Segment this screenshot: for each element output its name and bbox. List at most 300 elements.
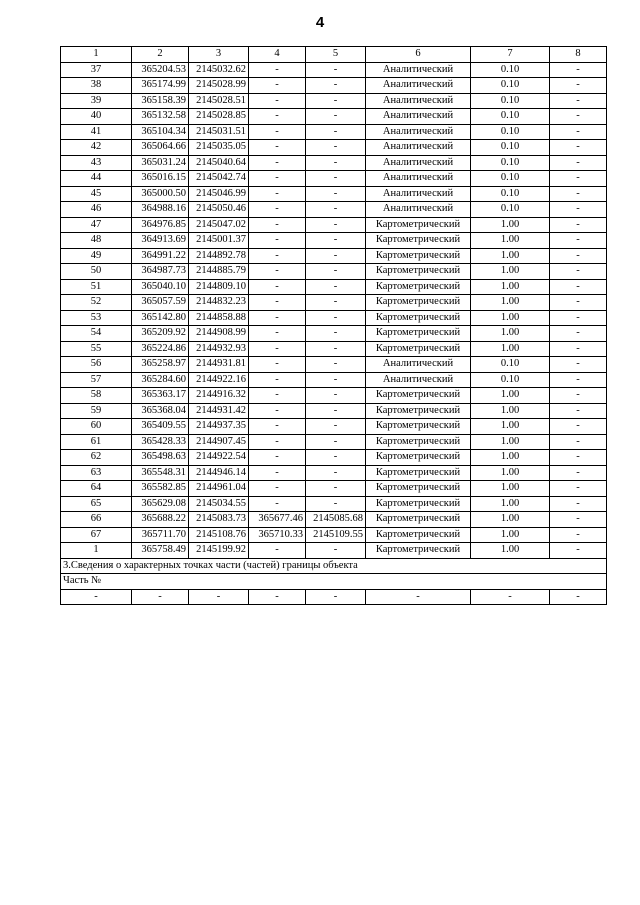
- column-header: 7: [471, 47, 550, 63]
- table-cell: 1.00: [471, 434, 550, 450]
- table-cell: Картометрический: [366, 341, 471, 357]
- table-cell: 2145032.62: [189, 62, 249, 78]
- table-cell: -: [249, 450, 306, 466]
- table-cell: 60: [61, 419, 132, 435]
- table-cell: Аналитический: [366, 171, 471, 187]
- table-cell: 0.10: [471, 93, 550, 109]
- table-cell: -: [249, 326, 306, 342]
- table-cell: Картометрический: [366, 295, 471, 311]
- table-cell: -: [550, 419, 607, 435]
- table-cell: -: [550, 496, 607, 512]
- table-cell: -: [366, 589, 471, 605]
- table-cell: 1.00: [471, 481, 550, 497]
- table-cell: 365016.15: [132, 171, 189, 187]
- table-row: [61, 527, 607, 543]
- table-cell: 2144907.45: [189, 434, 249, 450]
- table-cell: -: [306, 357, 366, 373]
- table-cell: -: [249, 357, 306, 373]
- table-cell: 63: [61, 465, 132, 481]
- table-cell: -: [550, 279, 607, 295]
- table-cell: -: [471, 589, 550, 605]
- table-cell: 1.00: [471, 419, 550, 435]
- table-cell: 365258.97: [132, 357, 189, 373]
- table-cell: Картометрический: [366, 465, 471, 481]
- table-cell: 365057.59: [132, 295, 189, 311]
- table-cell: -: [550, 341, 607, 357]
- table-cell: -: [249, 543, 306, 559]
- table-cell: 61: [61, 434, 132, 450]
- section-title-row: [61, 558, 607, 574]
- table-cell: Аналитический: [366, 155, 471, 171]
- table-cell: Картометрический: [366, 419, 471, 435]
- table-cell: Картометрический: [366, 264, 471, 280]
- table-cell: 2145028.85: [189, 109, 249, 125]
- table-cell: Аналитический: [366, 140, 471, 156]
- table-cell: -: [249, 248, 306, 264]
- table-cell: -: [550, 140, 607, 156]
- table-cell: Картометрический: [366, 279, 471, 295]
- table-cell: -: [249, 341, 306, 357]
- table-cell: 49: [61, 248, 132, 264]
- table-cell: 2144809.10: [189, 279, 249, 295]
- table-row: [61, 233, 607, 249]
- table-cell: 365284.60: [132, 372, 189, 388]
- table-cell: -: [189, 589, 249, 605]
- table-cell: -: [550, 465, 607, 481]
- table-cell: 365629.08: [132, 496, 189, 512]
- table-cell: 0.10: [471, 78, 550, 94]
- table-cell: 1.00: [471, 233, 550, 249]
- table-cell: Аналитический: [366, 372, 471, 388]
- table-cell: 365677.46: [249, 512, 306, 528]
- column-header: 8: [550, 47, 607, 63]
- table-cell: -: [249, 62, 306, 78]
- table-cell: 365158.39: [132, 93, 189, 109]
- table-row: [61, 543, 607, 559]
- table-cell: 0.10: [471, 186, 550, 202]
- table-cell: 2144832.23: [189, 295, 249, 311]
- table-cell: 365498.63: [132, 450, 189, 466]
- table-cell: 53: [61, 310, 132, 326]
- table-cell: 58: [61, 388, 132, 404]
- table-cell: -: [306, 186, 366, 202]
- table-cell: 365688.22: [132, 512, 189, 528]
- table-cell: 2144946.14: [189, 465, 249, 481]
- table-cell: -: [249, 186, 306, 202]
- table-cell: -: [249, 434, 306, 450]
- table-row: [61, 357, 607, 373]
- table-cell: 2144908.99: [189, 326, 249, 342]
- table-row: [61, 279, 607, 295]
- table-cell: 2145040.64: [189, 155, 249, 171]
- table-cell: -: [306, 140, 366, 156]
- table-cell: 67: [61, 527, 132, 543]
- table-cell: 0.10: [471, 124, 550, 140]
- table-row: [61, 465, 607, 481]
- boundary-points-table: [60, 46, 607, 605]
- table-cell: -: [306, 124, 366, 140]
- table-cell: 1.00: [471, 341, 550, 357]
- table-cell: Аналитический: [366, 78, 471, 94]
- table-cell: 365368.04: [132, 403, 189, 419]
- column-header: 1: [61, 47, 132, 63]
- table-cell: 364913.69: [132, 233, 189, 249]
- table-cell: 364976.85: [132, 217, 189, 233]
- table-cell: -: [306, 419, 366, 435]
- table-cell: -: [550, 326, 607, 342]
- table-cell: 56: [61, 357, 132, 373]
- table-row: [61, 186, 607, 202]
- table-cell: -: [306, 341, 366, 357]
- table-cell: 365409.55: [132, 419, 189, 435]
- table-row: [61, 341, 607, 357]
- part-number-row: [61, 574, 607, 590]
- table-cell: -: [550, 589, 607, 605]
- table-row: [61, 78, 607, 94]
- table-cell: 2145083.73: [189, 512, 249, 528]
- table-cell: 57: [61, 372, 132, 388]
- table-cell: -: [306, 202, 366, 218]
- table-cell: -: [306, 543, 366, 559]
- table-cell: 0.10: [471, 202, 550, 218]
- table-cell: -: [249, 295, 306, 311]
- table-cell: 365031.24: [132, 155, 189, 171]
- table-row: [61, 388, 607, 404]
- table-cell: -: [249, 481, 306, 497]
- table-cell: 48: [61, 233, 132, 249]
- table-cell: 66: [61, 512, 132, 528]
- table-cell: -: [550, 171, 607, 187]
- table-cell: 2144916.32: [189, 388, 249, 404]
- table-cell: 45: [61, 186, 132, 202]
- table-cell: -: [249, 419, 306, 435]
- table-cell: 365224.86: [132, 341, 189, 357]
- table-cell: 39: [61, 93, 132, 109]
- table-cell: -: [306, 372, 366, 388]
- table-cell: 1: [61, 543, 132, 559]
- table-cell: Картометрический: [366, 434, 471, 450]
- table-cell: -: [550, 93, 607, 109]
- table-cell: 365040.10: [132, 279, 189, 295]
- table-cell: 51: [61, 279, 132, 295]
- table-cell: 365209.92: [132, 326, 189, 342]
- table-cell: 2145028.51: [189, 93, 249, 109]
- table-row: [61, 496, 607, 512]
- table-cell: 1.00: [471, 496, 550, 512]
- table-cell: -: [550, 450, 607, 466]
- table-cell: -: [306, 326, 366, 342]
- table-cell: Аналитический: [366, 357, 471, 373]
- table-cell: -: [306, 233, 366, 249]
- table-cell: -: [550, 248, 607, 264]
- table-cell: 2145109.55: [306, 527, 366, 543]
- table-cell: -: [249, 217, 306, 233]
- table-cell: -: [550, 217, 607, 233]
- table-cell: -: [550, 62, 607, 78]
- table-cell: Картометрический: [366, 248, 471, 264]
- table-cell: 365104.34: [132, 124, 189, 140]
- table-cell: 2144961.04: [189, 481, 249, 497]
- table-cell: 2145108.76: [189, 527, 249, 543]
- table-cell: Картометрический: [366, 233, 471, 249]
- table-cell: -: [306, 496, 366, 512]
- table-cell: 365711.70: [132, 527, 189, 543]
- table-cell: 365582.85: [132, 481, 189, 497]
- table-cell: Аналитический: [366, 186, 471, 202]
- table-cell: 40: [61, 109, 132, 125]
- table-cell: -: [550, 233, 607, 249]
- table-cell: -: [550, 403, 607, 419]
- table-cell: -: [306, 481, 366, 497]
- table-cell: 0.10: [471, 109, 550, 125]
- table-cell: -: [306, 248, 366, 264]
- table-cell: Аналитический: [366, 202, 471, 218]
- table-cell: -: [249, 202, 306, 218]
- table-row: [61, 217, 607, 233]
- table-cell: -: [249, 264, 306, 280]
- table-cell: -: [550, 264, 607, 280]
- table-row: [61, 264, 607, 280]
- table-body: [61, 62, 607, 558]
- table-cell: 364987.73: [132, 264, 189, 280]
- table-cell: -: [550, 512, 607, 528]
- table-cell: -: [550, 388, 607, 404]
- table-cell: 2145042.74: [189, 171, 249, 187]
- table-cell: -: [550, 295, 607, 311]
- table-cell: 54: [61, 326, 132, 342]
- table-cell: 50: [61, 264, 132, 280]
- table-cell: 2145047.02: [189, 217, 249, 233]
- table-cell: 64: [61, 481, 132, 497]
- table-cell: 65: [61, 496, 132, 512]
- table-cell: -: [550, 357, 607, 373]
- table-cell: 365064.66: [132, 140, 189, 156]
- table-cell: -: [306, 465, 366, 481]
- table-cell: 364988.16: [132, 202, 189, 218]
- table-cell: -: [550, 109, 607, 125]
- table-cell: -: [550, 434, 607, 450]
- column-header: 4: [249, 47, 306, 63]
- table-cell: Картометрический: [366, 481, 471, 497]
- table-row: [61, 372, 607, 388]
- table-cell: 1.00: [471, 465, 550, 481]
- table-row: [61, 434, 607, 450]
- table-cell: 43: [61, 155, 132, 171]
- table-cell: 0.10: [471, 372, 550, 388]
- table-row: [61, 403, 607, 419]
- table-cell: -: [306, 264, 366, 280]
- table-cell: 46: [61, 202, 132, 218]
- table-cell: 1.00: [471, 295, 550, 311]
- table-row: [61, 481, 607, 497]
- table-cell: -: [249, 124, 306, 140]
- table-cell: -: [550, 124, 607, 140]
- table-cell: 55: [61, 341, 132, 357]
- table-cell: 37: [61, 62, 132, 78]
- table-row: [61, 140, 607, 156]
- table-row: [61, 295, 607, 311]
- section-3-title: 3.Сведения о характерных точках части (частей) границы объекта: [61, 558, 607, 574]
- table-cell: Аналитический: [366, 109, 471, 125]
- table-row: [61, 124, 607, 140]
- table-cell: -: [306, 109, 366, 125]
- table-row: [61, 248, 607, 264]
- table-cell: -: [306, 589, 366, 605]
- table-cell: -: [306, 434, 366, 450]
- table-cell: 47: [61, 217, 132, 233]
- table-cell: 1.00: [471, 279, 550, 295]
- table-cell: Картометрический: [366, 496, 471, 512]
- page-number: 4: [315, 14, 325, 31]
- table-cell: 44: [61, 171, 132, 187]
- table-cell: 2145046.99: [189, 186, 249, 202]
- table-cell: -: [550, 78, 607, 94]
- table-cell: Картометрический: [366, 310, 471, 326]
- table-cell: -: [306, 155, 366, 171]
- table-row: [61, 310, 607, 326]
- table-cell: Аналитический: [366, 93, 471, 109]
- table-cell: -: [550, 372, 607, 388]
- table-cell: -: [550, 543, 607, 559]
- table-cell: 0.10: [471, 155, 550, 171]
- table-cell: 2145199.92: [189, 543, 249, 559]
- table-cell: Картометрический: [366, 450, 471, 466]
- table-row: [61, 93, 607, 109]
- table-cell: -: [306, 279, 366, 295]
- table-cell: 1.00: [471, 264, 550, 280]
- table-cell: 2144885.79: [189, 264, 249, 280]
- table-cell: 2144932.93: [189, 341, 249, 357]
- table-cell: 2144931.42: [189, 403, 249, 419]
- table-cell: 365548.31: [132, 465, 189, 481]
- table-cell: Картометрический: [366, 527, 471, 543]
- column-header: 2: [132, 47, 189, 63]
- table-cell: Картометрический: [366, 543, 471, 559]
- table-cell: -: [249, 78, 306, 94]
- table-cell: -: [306, 295, 366, 311]
- table-cell: 2145034.55: [189, 496, 249, 512]
- table-cell: -: [550, 186, 607, 202]
- table-cell: 1.00: [471, 512, 550, 528]
- table-cell: 1.00: [471, 388, 550, 404]
- table-cell: 2145050.46: [189, 202, 249, 218]
- table-row: [61, 326, 607, 342]
- table-row: [61, 62, 607, 78]
- table-cell: 2145031.51: [189, 124, 249, 140]
- table-cell: -: [249, 140, 306, 156]
- table-cell: -: [306, 217, 366, 233]
- table-cell: -: [249, 233, 306, 249]
- table-cell: 52: [61, 295, 132, 311]
- table-cell: 365428.33: [132, 434, 189, 450]
- table-cell: 1.00: [471, 217, 550, 233]
- table-cell: -: [249, 403, 306, 419]
- table-cell: 2144922.16: [189, 372, 249, 388]
- table-cell: 1.00: [471, 403, 550, 419]
- table-cell: -: [249, 465, 306, 481]
- table-cell: 364991.22: [132, 248, 189, 264]
- table-cell: 2145001.37: [189, 233, 249, 249]
- table-cell: 2144922.54: [189, 450, 249, 466]
- table-cell: 365142.80: [132, 310, 189, 326]
- table-header-row: [61, 47, 607, 63]
- table-cell: -: [249, 279, 306, 295]
- table-cell: -: [249, 109, 306, 125]
- table-row: [61, 202, 607, 218]
- table-cell: -: [306, 310, 366, 326]
- table-cell: 365363.17: [132, 388, 189, 404]
- table-cell: 0.10: [471, 62, 550, 78]
- table-row: [61, 450, 607, 466]
- table-cell: -: [249, 388, 306, 404]
- table-cell: -: [249, 171, 306, 187]
- table-cell: 59: [61, 403, 132, 419]
- table-cell: -: [306, 171, 366, 187]
- table-cell: -: [132, 589, 189, 605]
- table-cell: Аналитический: [366, 62, 471, 78]
- table-row: [61, 171, 607, 187]
- table-cell: -: [249, 310, 306, 326]
- table-cell: -: [249, 496, 306, 512]
- table-row: [61, 155, 607, 171]
- table-cell: -: [249, 589, 306, 605]
- table-cell: -: [306, 388, 366, 404]
- table-cell: -: [306, 93, 366, 109]
- table-cell: 2144931.81: [189, 357, 249, 373]
- table-cell: 365758.49: [132, 543, 189, 559]
- column-header: 6: [366, 47, 471, 63]
- table-cell: -: [61, 589, 132, 605]
- table-cell: 1.00: [471, 248, 550, 264]
- table-row: [61, 512, 607, 528]
- column-header: 3: [189, 47, 249, 63]
- table-cell: 62: [61, 450, 132, 466]
- table-cell: -: [249, 93, 306, 109]
- table-cell: -: [306, 62, 366, 78]
- table-cell: 365710.33: [249, 527, 306, 543]
- table-cell: 365000.50: [132, 186, 189, 202]
- table-cell: 2144937.35: [189, 419, 249, 435]
- table-cell: 38: [61, 78, 132, 94]
- table-cell: Картометрический: [366, 217, 471, 233]
- table-cell: Картометрический: [366, 326, 471, 342]
- table-cell: -: [550, 310, 607, 326]
- table-cell: 0.10: [471, 357, 550, 373]
- table-cell: Картометрический: [366, 512, 471, 528]
- table-cell: 365204.53: [132, 62, 189, 78]
- table-cell: Картометрический: [366, 403, 471, 419]
- table-cell: 2145035.05: [189, 140, 249, 156]
- table-cell: 365132.58: [132, 109, 189, 125]
- table-cell: Аналитический: [366, 124, 471, 140]
- table-cell: 2144858.88: [189, 310, 249, 326]
- table-cell: -: [550, 481, 607, 497]
- table-cell: 1.00: [471, 326, 550, 342]
- table-cell: 2145028.99: [189, 78, 249, 94]
- table-cell: -: [306, 78, 366, 94]
- table-cell: -: [550, 155, 607, 171]
- table-row: [61, 419, 607, 435]
- table-cell: 42: [61, 140, 132, 156]
- table-cell: -: [249, 372, 306, 388]
- table-cell: 41: [61, 124, 132, 140]
- table-cell: 0.10: [471, 140, 550, 156]
- table-cell: 1.00: [471, 543, 550, 559]
- table-cell: 0.10: [471, 171, 550, 187]
- table-cell: 1.00: [471, 450, 550, 466]
- part-number-label: Часть №: [61, 574, 607, 590]
- table-cell: 1.00: [471, 527, 550, 543]
